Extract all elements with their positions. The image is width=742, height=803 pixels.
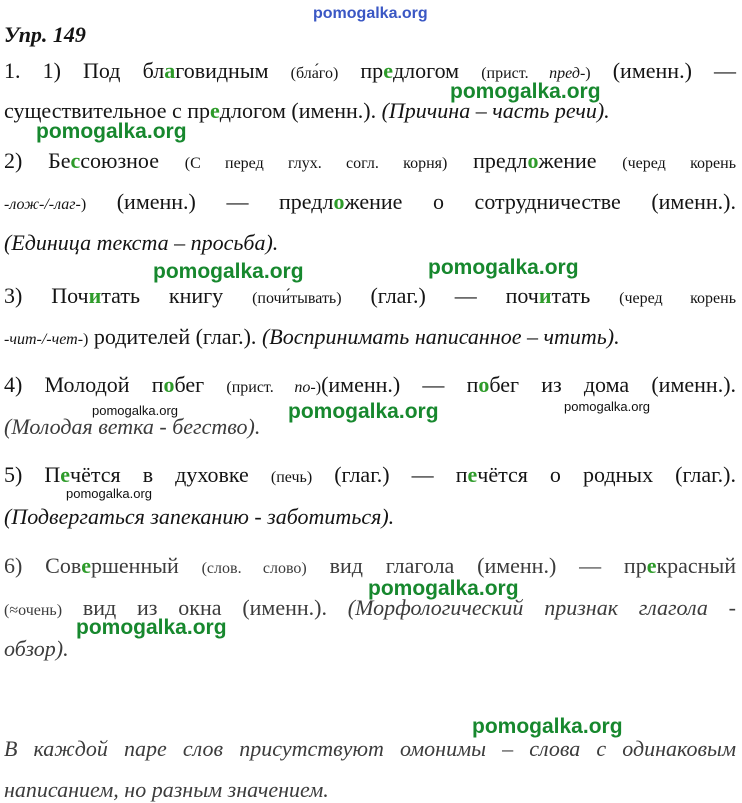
- text-line: 2) Бессоюзное (С перед глух. согл. корня) предложение (черед корень: [4, 148, 736, 173]
- watermark: pomogalka.org: [288, 400, 439, 423]
- watermark: pomogalka.org: [450, 80, 601, 103]
- text-line: 3) Почитать книгу (почи́тывать) (глаг.) — почитать (черед корень: [4, 283, 736, 308]
- exercise-title: Упр. 149: [4, 22, 86, 47]
- text-line: 1. 1) Под благовидным (бла́го) предлогом (прист. пред-) (именн.) —: [4, 58, 736, 83]
- text-line: существительное с предлогом (именн.). (Причина – часть речи).: [4, 98, 610, 123]
- watermark: pomogalka.org: [76, 616, 227, 639]
- text-line: (Молодая ветка - бегство).: [4, 414, 261, 439]
- watermark: pomogalka.org: [36, 120, 187, 143]
- text-line: В каждой паре слов присутствуют омонимы – слова с одинаковым: [4, 736, 736, 761]
- text-line: 6) Совершенный (слов. слово) вид глагола (именн.) — прекрасный: [4, 553, 736, 578]
- watermark: pomogalka.org: [313, 5, 428, 22]
- watermark: pomogalka.org: [92, 403, 178, 418]
- watermark: pomogalka.org: [66, 486, 152, 501]
- text-line: (≈очень) вид из окна (именн.). (Морфологический признак глагола -: [4, 595, 736, 620]
- text-line: 4) Молодой побег (прист. по-)(именн.) — побег из дома (именн.).: [4, 372, 737, 397]
- watermark: pomogalka.org: [472, 715, 623, 738]
- text-line: 5) Печётся в духовке (печь) (глаг.) — печётся о родных (глаг.).: [4, 462, 737, 487]
- text-line: (Подвергаться запеканию - заботиться).: [4, 504, 395, 529]
- watermark: pomogalka.org: [368, 577, 519, 600]
- text-line: -чит-/-чет-) родителей (глаг.). (Воспринимать написанное – чтить).: [4, 324, 620, 349]
- text-line: -лож-/-лаг-) (именн.) — предложение о сотрудничестве (именн.).: [4, 189, 736, 214]
- watermark: pomogalka.org: [428, 256, 579, 279]
- watermark: pomogalka.org: [564, 399, 650, 414]
- text-line: (Единица текста – просьба).: [4, 230, 279, 255]
- watermark: pomogalka.org: [153, 260, 304, 283]
- text-line: обзор).: [4, 636, 69, 661]
- text-line: написанием, но разным значением.: [4, 777, 329, 802]
